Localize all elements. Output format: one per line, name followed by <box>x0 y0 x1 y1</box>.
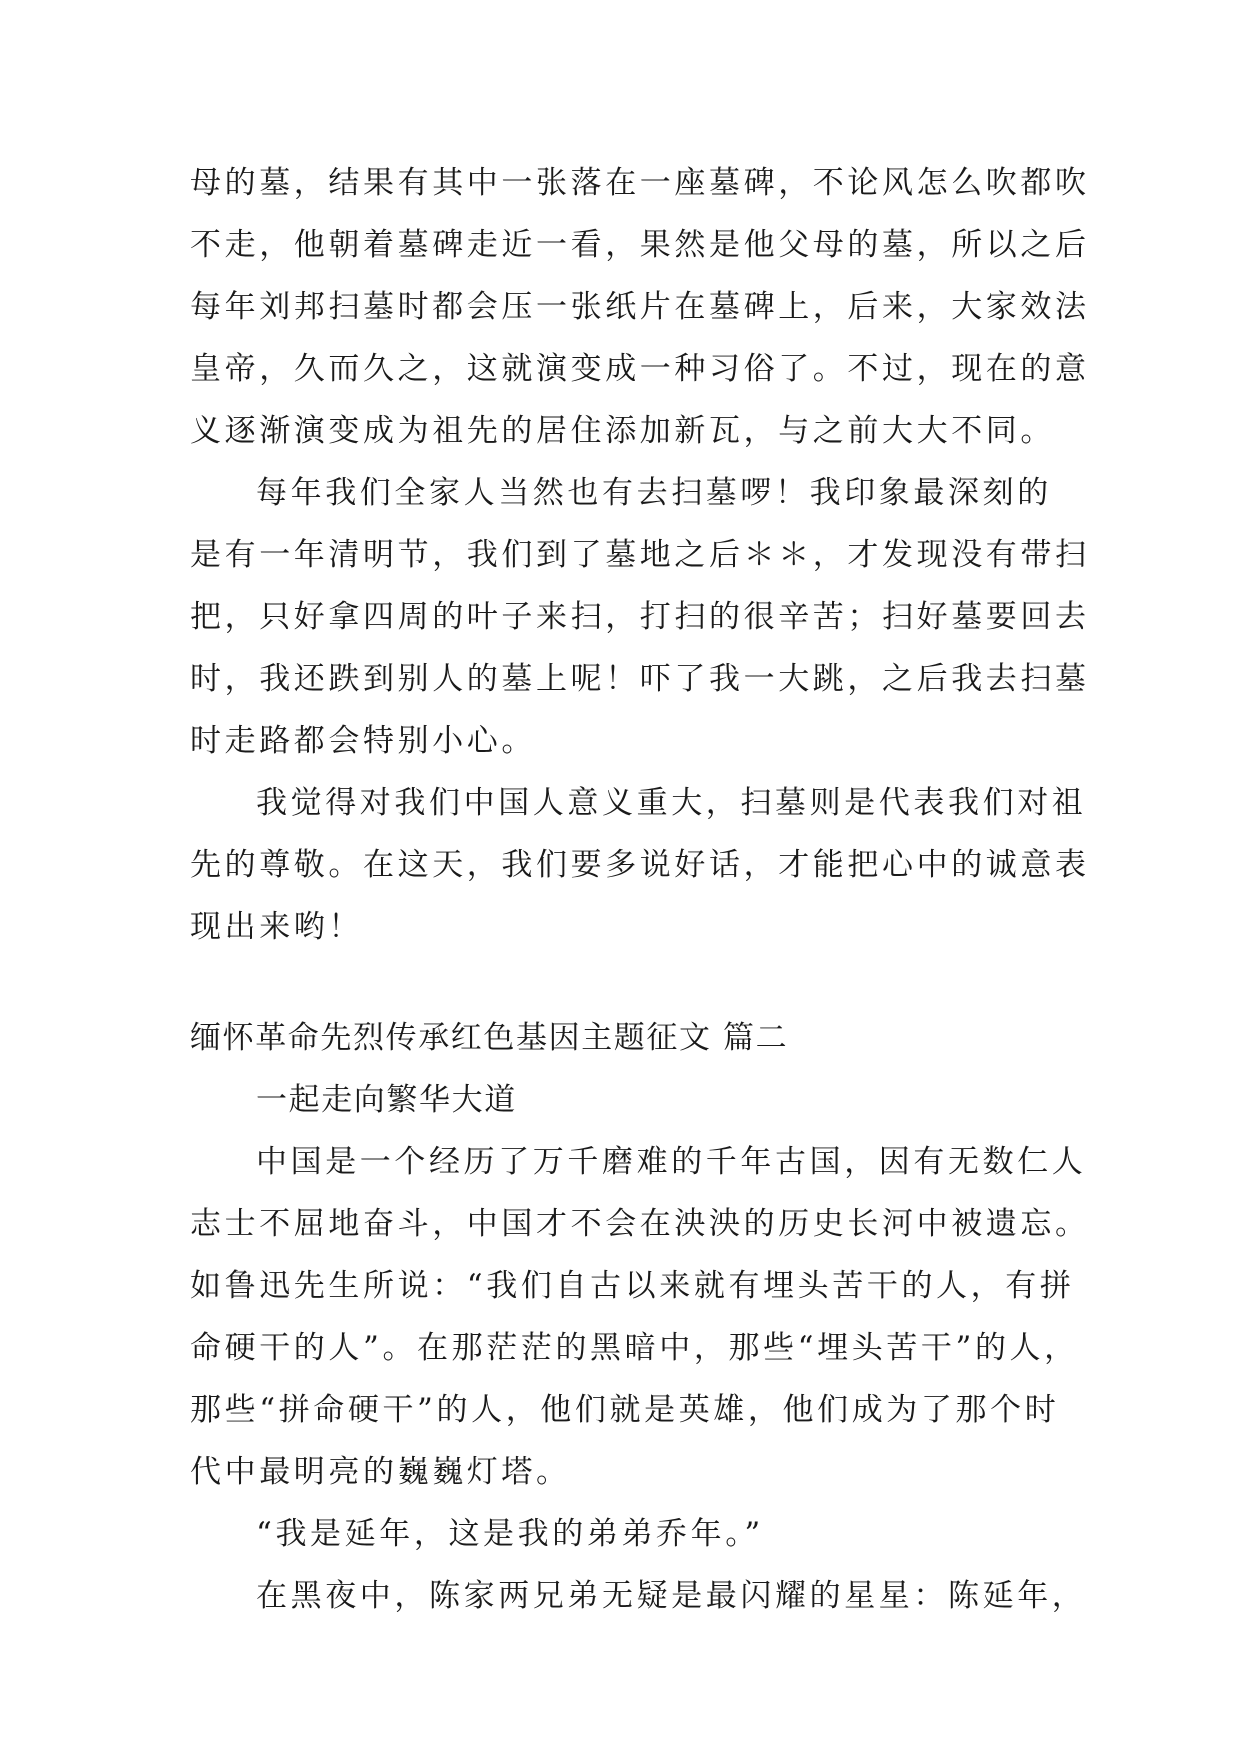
paragraph-line: 时走路都会特别小心。 <box>190 723 536 759</box>
paragraph-line: 是有一年清明节，我们到了墓地之后＊＊，才发现没有带扫 <box>190 537 1090 573</box>
paragraph-line: 把，只好拿四周的叶子来扫，打扫的很辛苦；扫好墓要回去 <box>190 599 1090 635</box>
paragraph-line: 先的尊敬。在这天，我们要多说好话，才能把心中的诚意表 <box>190 847 1090 883</box>
paragraph-line: 现出来哟！ <box>190 909 363 945</box>
document-body <box>190 152 1090 1627</box>
paragraph-line: 时，我还跌到别人的墓上呢！吓了我一大跳，之后我去扫墓 <box>190 661 1090 697</box>
paragraph-line: 在黑夜中，陈家两兄弟无疑是最闪耀的星星：陈延年， <box>256 1578 1087 1614</box>
paragraph-line: 志士不屈地奋斗，中国才不会在泱泱的历史长河中被遗忘。 <box>190 1206 1090 1242</box>
paragraph-line: 如鲁迅先生所说：“我们自古以来就有埋头苦干的人，有拼 <box>190 1268 1075 1304</box>
paragraph-line: 中国是一个经历了万千磨难的千年古国，因有无数仁人 <box>256 1144 1087 1180</box>
paragraph-line: 我觉得对我们中国人意义重大，扫墓则是代表我们对祖 <box>256 785 1087 821</box>
paragraph-line: “我是延年，这是我的弟弟乔年。” <box>256 1516 764 1552</box>
paragraph-line: 命硬干的人”。在那茫茫的黑暗中，那些“埋头苦干”的人， <box>190 1330 1079 1366</box>
section-heading: 缅怀革命先烈传承红色基因主题征文 篇二 <box>190 1020 789 1056</box>
paragraph-line: 每年我们全家人当然也有去扫墓啰！我印象最深刻的 <box>256 475 1052 511</box>
paragraph-line: 义逐渐演变成为祖先的居住添加新瓦，与之前大大不同。 <box>190 413 1055 449</box>
paragraph-line: 代中最明亮的巍巍灯塔。 <box>190 1454 571 1490</box>
paragraph-line: 每年刘邦扫墓时都会压一张纸片在墓碑上，后来，大家效法 <box>190 289 1090 325</box>
paragraph-line: 皇帝，久而久之，这就演变成一种习俗了。不过，现在的意 <box>190 351 1090 387</box>
paragraph-line: 母的墓，结果有其中一张落在一座墓碑，不论风怎么吹都吹 <box>190 165 1090 201</box>
paragraph-line: 不走，他朝着墓碑走近一看，果然是他父母的墓，所以之后 <box>190 227 1090 263</box>
section-subtitle: 一起走向繁华大道 <box>256 1082 517 1118</box>
paragraph-line: 那些“拼命硬干”的人，他们就是英雄，他们成为了那个时 <box>190 1392 1060 1428</box>
